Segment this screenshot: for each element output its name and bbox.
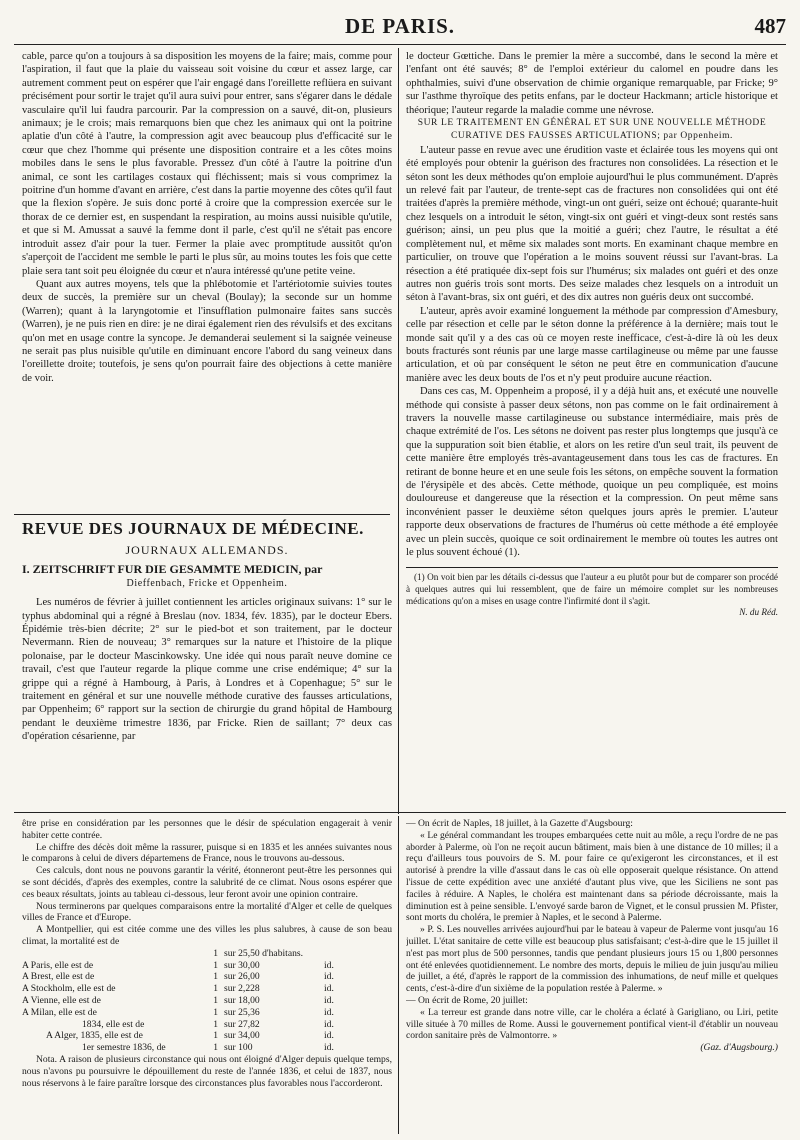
table-cell: sur 2,228 (224, 983, 260, 995)
table-cell: 1834, elle est de (82, 1018, 145, 1030)
table-cell: A Paris, elle est de (22, 959, 94, 971)
table-cell: sur 25,36 (224, 1006, 260, 1018)
article-title: I. ZEITSCHRIFT FUR DIE GESAMMTE MEDICIN, par (22, 562, 323, 577)
table-row (22, 1030, 392, 1042)
table-cell: 1 (213, 1018, 218, 1030)
review-subhead: JOURNAUX ALLEMANDS. (125, 543, 289, 557)
table-cell: sur 18,00 (224, 994, 260, 1006)
footnote (406, 567, 778, 618)
table-cell: A Brest, elle est de (22, 971, 95, 983)
header-rule (14, 44, 786, 45)
footnote-signature: N. du Réd. (739, 607, 778, 618)
table-cell: 1 (213, 959, 218, 971)
table-cell: 1 (213, 1042, 218, 1054)
section-heading: SUR LE TRAITEMENT EN GÉNÉRAL ET SUR UNE NOUVELLE MÉTHODE CURATIVE DES FAUSSES ARTICULATIONS; par Oppenheim. (417, 118, 767, 142)
review-section (22, 518, 392, 810)
table-cell: A Milan, elle est de (22, 1006, 97, 1018)
section-rule (14, 514, 390, 515)
paragraph: Nous terminerons par quelques comparaisons entre la mortalité d'Alger et celle de quelques villes de France et d'Europe. (22, 900, 392, 924)
table-cell: 1 (213, 983, 218, 995)
dispatch-heading: — On écrit de Naples, 18 juillet, à la Gazette d'Augsbourg: (406, 818, 633, 829)
mortality-table (22, 948, 392, 1054)
paragraph: être prise en considération par les personnes que le désir de spéculation engagerait à venir habiter cette contrée. (22, 818, 392, 841)
paragraph: » P. S. Les nouvelles arrivées aujourd'hui par le bateau à vapeur de Palerme vont jusqu'au 16 juillet. L'état sanitaire de cette ville est beaucoup plus satisfaisant; c'est-à-dire que le 15 juillet il n'est pas mort plus de 500 personnes, tandis que pendant plusieurs jours 15 ou 1,800 personnes ont été enlevées quotidiennement. Le nombre des morts, depuis le milieu de juin jusqu'au milieu de juillet, a été, d'après le rapport de la commission des inhumations, de neuf mille et quelques cents, c'est-à-dire d'un sixième de la population restée à Palerme. » (406, 924, 778, 995)
paragraph: Les numéros de février à juillet contiennent les articles originaux suivans: 1° sur le typhus abdominal qui a régné à Breslau (nov. 1834, fév. 1835), par le docteur Ebers. Épidémie très-bien décrite; 2° sur le pied-bot et son traitement, par le docteur Nevermann. Rien de nouveau; 3° remarques sur la nature et l'histoire de la plique polonaise, par le docteur Mascinkowsky. Une idée qui nous paraît neuve domine ce travail, c'est que l'auteur regarde la plique comme une crise endémique; 4° sur la grippe qui a régné à Hambourg, à Paris, à Londres et à Copenhague; 5° sur le traitement en général et sur une nouvelle méthode curative des fausses articulations, par Oppenheim; 6° rapport sur la section de chirurgie du grand hôpital de Hambourg pendant le deuxième trimestre 1836, par Fricke. Rien de saillant; 7° deux cas d'opération césarienne, par (22, 597, 392, 743)
paragraph: Le chiffre des décès doit même la rassurer, puisque si en 1835 et les années suivantes nous le comparons à celui de divers départemens de France, nous le trouvons au-dessous. (22, 841, 392, 865)
table-row (22, 971, 392, 983)
column-c-mortality (22, 818, 392, 1133)
footnote-text: (1) On voit bien par les détails ci-dessus que l'auteur a eu plutôt pour but de comparer son procédé à quelques autres qui lui ressemblent, que de faire un mémoire complet sur les nombreuses médications qu'on a mises en usage contre l'infirmité dont il s'agit. (406, 572, 778, 606)
table-cell: 1 (213, 994, 218, 1006)
table-cell: sur 27,82 (224, 1018, 260, 1030)
page-header-title: DE PARIS. (344, 14, 456, 38)
table-cell: id. (324, 1006, 334, 1018)
table-cell: A Stockholm, elle est de (22, 983, 116, 995)
paragraph: L'auteur passe en revue avec une érudition vaste et éclairée tous les moyens qui ont été employés pour obtenir la guérison des fractures non consolidées. La résection et le séton sont les deux méthodes qu'on emploie aujourd'hui le plus communément. D'après un relevé fait par l'auteur, de trente-sept cas de fractures non consolidées qui ont été traitées d'après la première méthode, vingt-un ont guéri, seize ont échoué; quarante-huit chez lesquels on a introduit le séton, vingt-six ont guéri et vingt-deux sont restés sans guérison; ainsi, un peu plus que la moitié a guéri; chez l'autre, le résultat a été complètement nul, et même six malades sont morts. En examinant chaque membre en particulier, on trouve que l'opération a le moins souvent réussi sur l'avant-bras. La résection a été pratiquée dix-sept fois sur l'humérus; six malades ont guéri et des onze autres non guéris trois sont morts. Des seize malades chez lesquels on a introduit un séton à l'avant-bras, six ont guéri, et des dix autres non guéris deux ont succombé. (406, 144, 778, 304)
paragraph: « La terreur est grande dans notre ville, car le choléra a éclaté à Garigliano, ou Liri, petite ville située à 70 milles de Rome. Aussi le gouvernement pontifical vient-il d'établir un nouveau cordon sanitaire près de Valmontorre. » (406, 1006, 778, 1042)
table-row (22, 1007, 392, 1019)
table-cell: A Alger, 1835, elle est de (46, 1030, 143, 1042)
table-row (22, 948, 392, 960)
table-cell: id. (324, 959, 334, 971)
table-cell: id. (324, 1030, 334, 1042)
table-cell: 1 (213, 1030, 218, 1042)
table-cell: 1 (213, 971, 218, 983)
lower-column-divider (398, 816, 399, 1134)
table-row (22, 1019, 392, 1031)
paragraph: A Montpellier, qui est citée comme une des villes les plus salubres, à cause de son beau climat, la mortalité est de (22, 924, 392, 947)
table-cell: sur 100 (224, 1042, 253, 1054)
paragraph: le docteur Gœttiche. Dans le premier la mère a succombé, dans le second la mère et l'enfant ont été sauvés; 8° de l'emploi extérieur du calomel en poudre dans les ophthalmies, suivi d'une observation de chimie organique remarquable, par Fricke; 9° sur l'asthme thyroïque des petits enfans, par le docteur Hackmann; article historique et théorique; l'auteur regarde la maladie comme une névrose. (406, 51, 778, 116)
paragraph: cable, parce qu'on a toujours à sa disposition les moyens de la faire; mais, comme pour l'aspiration, il faut que la plaie du vaisseau soit voisine du cœur et assez large, car autrement comment peut on espérer que l'air engagé dans l'oreillette reflüera en suivant précisément pour sortir le trajet qu'il aura suivi pour entrer, sans s'égarer dans le dédale vasculaire qu'il lui faudra parcourir. Par la compression on a sauvé, dit-on, plusieurs animaux; je le crois; mais remarquons bien que chez les animaux qui ont la poitrine aplatie d'un côté à l'autre, la compression agit avec beaucoup plus d'efficacité sur le cœur que chez l'homme qui présente une disposition contraire et a les côtes moins mobiles dans le sens le plus favorable. Pressez d'un côté à l'autre la poitrine d'un animal, ce sont les cartilages costaux qui fléchissent; mais si vous comprimez la poitrine d'un homme d'avant en arrière, c'est dans la partie moyenne des côtes qu'il faut que la flexion s'opère. Je suis donc porté à croire que la compression exercée sur le thorax de ce dernier est, en suspendant la respiration, au moins aussi nuisible qu'utile, et que si M. Amussat a sauvé la femme dont il parle, c'est qu'il ne s'était pas encore introduit assez d'air pour la tuer. Fermer la plaie avec promptitude aussitôt qu'on s'aperçoit de l'accident me semble le parti le plus sûr, au moins toutes les fois que cette plaie sera tant soit peu éloignée du cœur et n'aura intéressé qu'une petite veine. (22, 51, 392, 277)
table-cell: id. (324, 994, 334, 1006)
paragraph: Ces calculs, dont nous ne pouvons garantir la vérité, étonneront peut-être les personnes qui se sont décidés, d'après des exemples, contre la salubrité de ce climat. Nous osons espérer que ces beaux résultats, joints au tableau ci-dessous, leur feront avoir une opinion contraire. (22, 865, 392, 900)
table-cell: id. (324, 983, 334, 995)
table-cell: sur 30,00 (224, 959, 260, 971)
paragraph: « Le général commandant les troupes embarquées cette nuit au môle, a reçu l'ordre de ne pas aborder à Palerme, où l'on ne reçoit aucun bâtiment, mais bien à une distance de 10 milles; il a reçu d'ailleurs tous pouvoirs de S. M. pour faire ce qu'exigeront les circonstances, et il est autorisé à prendre la ville d'assaut dans le cas où elle opposerait quelque résistance. On attend l'issue de cette expédition avec une anxiété d'autant plus vive, que les Siciliens ne sont pas faciles à réduire. A Naples, le choléra est maintenant dans sa période décroissante, mais la diminution est à peine sensible. L'envoyé sarde baron de Vignet, et le consul prussien M. Pfister, sont morts du choléra, le premier à Naples, et le second à Palerme. (406, 829, 778, 924)
paragraph: L'auteur, après avoir examiné longuement la méthode par compression d'Amesbury, celle par résection et celle par le séton donne la préférence à la dernière; mais tout le monde sait qu'il y a des cas où ce moyen reste inefficace, c'est-à-dire là où les deux bouts fracturés sont réunis par une large masse cartilagineuse ou même par une fausse articulation, et où par conséquent le séton ne peut être en communication d'aucune manière avec les deux bouts de l'os et n'y peut produire aucune réaction. (406, 305, 778, 384)
source-credit: (Gaz. d'Augsbourg.) (700, 1042, 778, 1054)
nota-paragraph: Nota. A raison de plusieurs circonstance qui nous ont éloigné d'Alger depuis quelque temps, nous n'avons pu poursuivre le dépouillement du reste de l'année 1836, et celui de 1837, nous nous réservons à le faire paraître lorsque des circonstances plus favorables nous l'accorderont. (22, 1053, 392, 1089)
table-row (22, 983, 392, 995)
table-cell: sur 34,00 (224, 1030, 260, 1042)
review-headline: REVUE DES JOURNAUX DE MÉDECINE. (22, 519, 364, 538)
column-divider (398, 48, 399, 814)
table-cell: 1 (213, 1006, 218, 1018)
table-cell: id. (324, 971, 334, 983)
lower-section-rule (14, 812, 786, 813)
table-cell: id. (324, 1042, 334, 1054)
column-a-article (22, 50, 392, 510)
table-cell: 1 (213, 947, 218, 959)
paragraph: Quant aux autres moyens, tels que la phlébotomie et l'artériotomie suivies toutes deux de succès, la première sur un cheval (Boulay); la seconde sur un homme (Warren); quant à la laryngotomie et l'insufflation pulmonaire faites sans succès (Warren), je ne puis rien en dire: je ne dirai également rien des révulsifs et des excitans qu'on met en usage contre la syncope. Je demanderai seulement si la saignée veineuse ne serait pas plus nuisible qu'utile en diminuant encore l'abord du sang veineux dans l'oreillette droite; toutefois, je sens qu'on pourrait faire des objections à cette manière de voir. (22, 278, 392, 384)
table-cell: id. (324, 1018, 334, 1030)
running-header (14, 12, 786, 38)
table-row (22, 1042, 392, 1054)
table-cell (22, 948, 192, 960)
column-d-news (406, 818, 778, 1133)
table-cell: sur 25,50 d'habitans. (224, 947, 304, 959)
column-b-article (406, 50, 778, 810)
dispatch-heading: — On écrit de Rome, 20 juillet: (406, 994, 528, 1006)
table-row (22, 960, 392, 972)
table-cell: sur 26,00 (224, 971, 260, 983)
article-authors: Dieffenbach, Fricke et Oppenheim. (126, 577, 288, 589)
table-cell: 1er semestre 1836, de (82, 1042, 166, 1054)
table-cell: A Vienne, elle est de (22, 994, 101, 1006)
table-cell (324, 948, 364, 960)
paragraph: Dans ces cas, M. Oppenheim a proposé, il y a déjà huit ans, et exécuté une nouvelle méthode qui consiste à passer deux sétons, non pas comme on le fait ordinairement à travers la nouvelle masse cartilagineuse ou substance intermédiaire, mais près de chaque extrémité de l'os. Les sétons ne doivent pas rester plus longtemps que jusqu'à ce que la suppuration soit bien établie, et alors on les retire d'un seul trait, ils peuvent de cette manière être employés très-avantageusement dans tous les cas de fractures. En retirant de bonne heure et en une seule fois les sétons, on empêche souvent la formation de l'érysipèle et des abcès. Cette méthode, quoique un peu compliquée, est moins douloureuse et dangereuse que la résection et la compression. On peut même sans inconvénient passer le deuxième séton quelques jours après le premier. L'auteur rapporte deux observations de fractures de l'humérus où cette méthode a été employée avec un plein succès, quoique ce soit ordinairement le membre où toutes les autres ont le plus souvent échoué (1). (406, 386, 778, 559)
table-row (22, 995, 392, 1007)
page-number: 487 (754, 14, 786, 38)
